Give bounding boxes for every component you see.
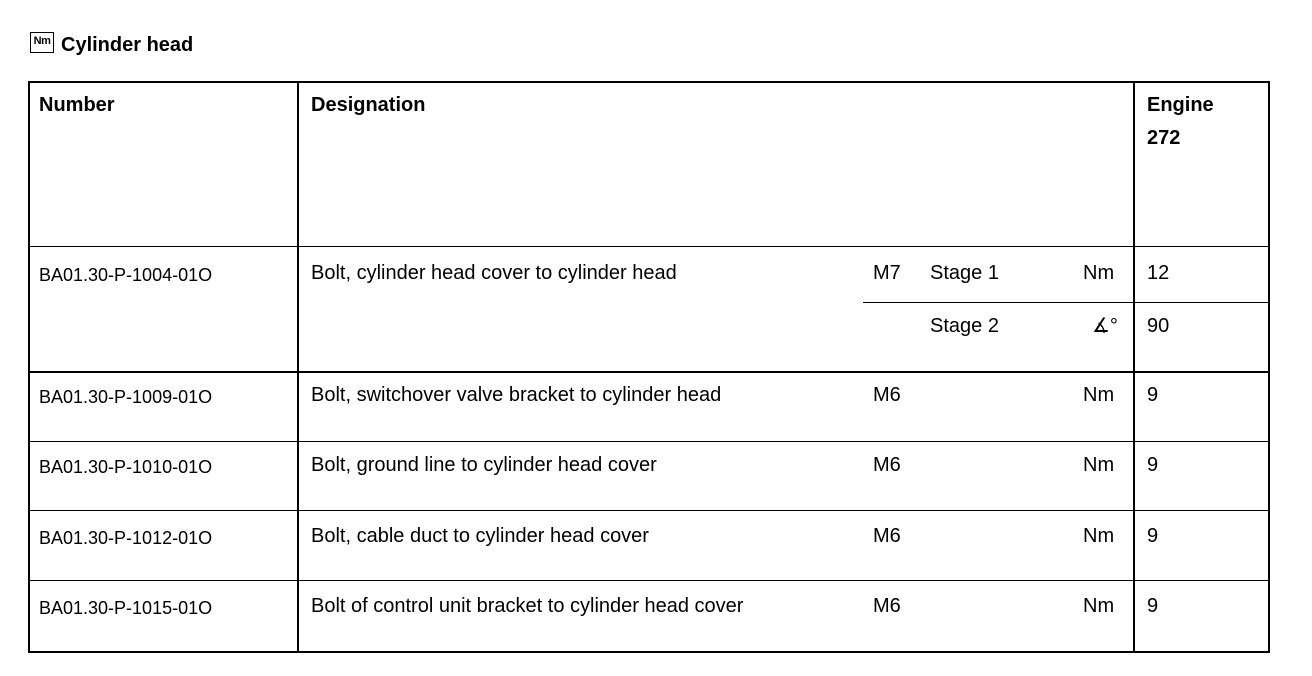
angle-degree-icon: ∡° xyxy=(1092,315,1118,337)
row-value: 12 xyxy=(1147,262,1170,284)
header-engine: Engine 272 xyxy=(1147,94,1214,149)
row-stage: Stage 2 xyxy=(930,315,999,337)
torque-table xyxy=(28,81,1270,653)
row-number: BA01.30-P-1009-01O xyxy=(39,387,213,407)
row-value: 9 xyxy=(1147,525,1159,547)
row-unit: Nm xyxy=(1083,525,1115,547)
row-divider xyxy=(30,246,1268,247)
row-designation: Bolt of control unit bracket to cylinder head cover xyxy=(311,595,744,617)
row-stage: Stage 1 xyxy=(930,262,999,284)
row-thread: M6 xyxy=(873,384,901,406)
row-number: BA01.30-P-1012-01O xyxy=(39,528,213,548)
title-text: Cylinder head xyxy=(61,34,194,56)
row-thread: M6 xyxy=(873,454,901,476)
row-unit: Nm xyxy=(1083,595,1115,617)
row-number: BA01.30-P-1015-01O xyxy=(39,598,213,618)
row-number: BA01.30-P-1004-01O xyxy=(39,265,213,285)
col-divider xyxy=(1133,83,1135,651)
row-divider xyxy=(30,580,1268,581)
row-value: 90 xyxy=(1147,315,1170,337)
row-divider xyxy=(30,371,1268,373)
row-designation: Bolt, cable duct to cylinder head cover xyxy=(311,525,649,547)
row-value: 9 xyxy=(1147,454,1159,476)
row-designation: Bolt, ground line to cylinder head cover xyxy=(311,454,657,476)
row-value: 9 xyxy=(1147,595,1159,617)
torque-nm-icon: Nm xyxy=(30,32,54,53)
row-designation: Bolt, cylinder head cover to cylinder head xyxy=(311,262,677,284)
row-divider xyxy=(30,441,1268,442)
row-unit: Nm xyxy=(1083,384,1115,406)
page-title xyxy=(30,34,193,57)
header-designation: Designation xyxy=(311,94,426,116)
row-designation: Bolt, switchover valve bracket to cylinder head xyxy=(311,384,722,406)
row-thread: M6 xyxy=(873,525,901,547)
row-thread: M6 xyxy=(873,595,901,617)
row-thread: M7 xyxy=(873,262,901,284)
row-divider xyxy=(30,510,1268,511)
row-unit: Nm xyxy=(1083,454,1115,476)
stage-divider xyxy=(863,302,1268,303)
col-divider xyxy=(297,83,299,651)
row-number: BA01.30-P-1010-01O xyxy=(39,457,213,477)
row-unit: Nm xyxy=(1083,262,1115,284)
header-number: Number xyxy=(39,94,115,116)
row-value: 9 xyxy=(1147,384,1159,406)
